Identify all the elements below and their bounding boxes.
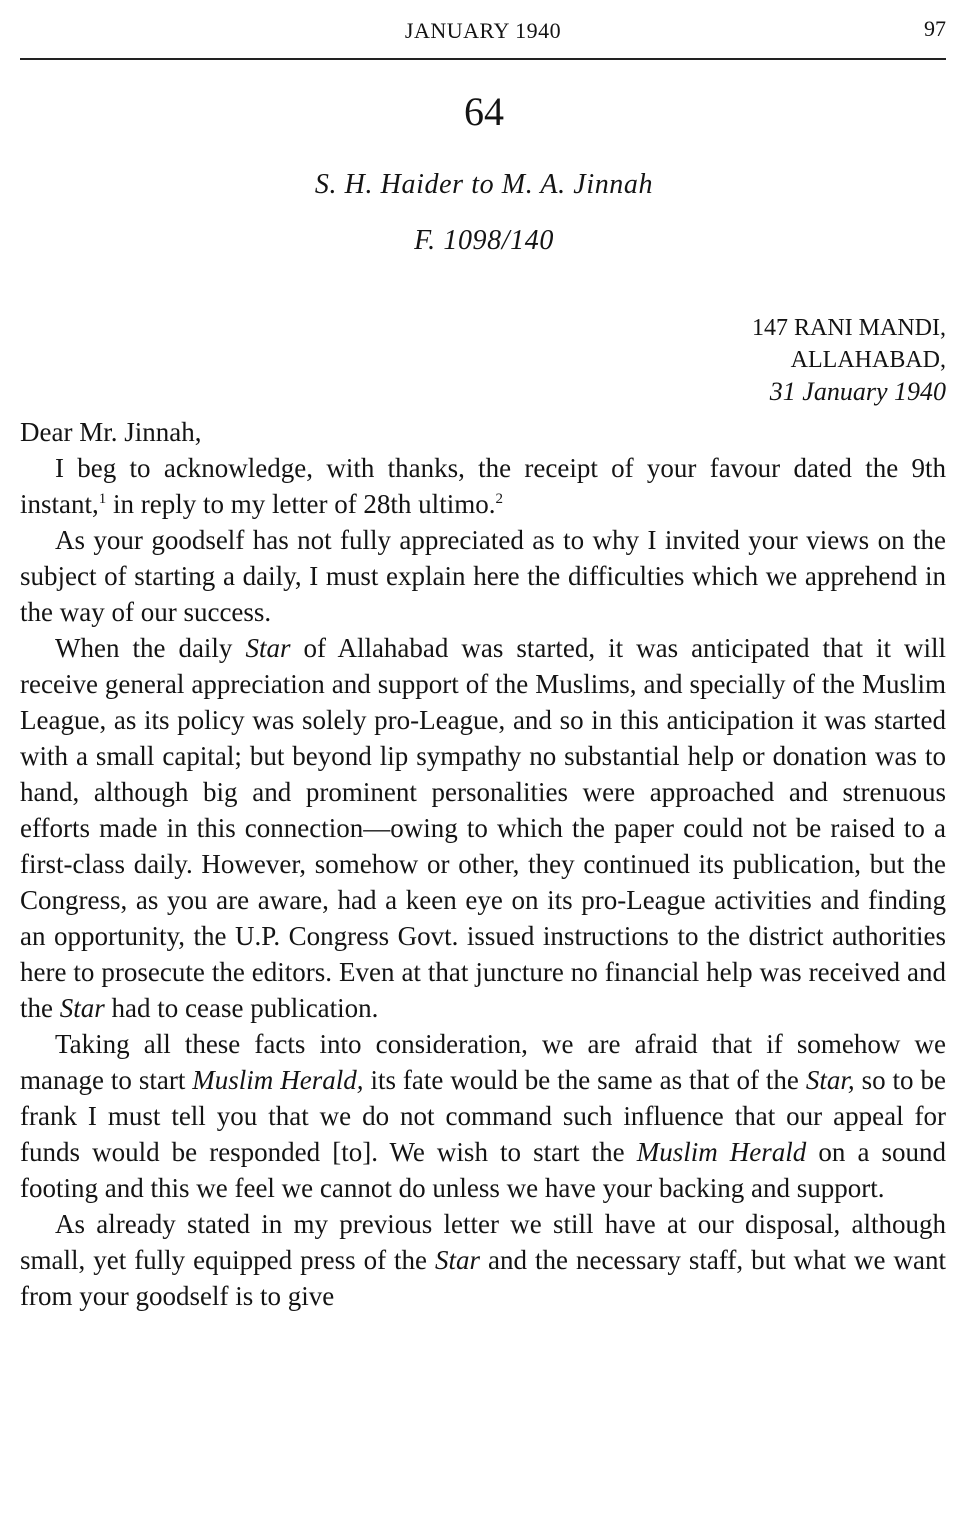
italic-run: Star (435, 1245, 481, 1275)
footnote-marker-2: 2 (495, 491, 503, 507)
text-run: its fate would be the same as that of the (363, 1065, 806, 1095)
italic-run: Star, (805, 1065, 855, 1095)
text-run: I beg to acknowledge, with thanks, the receipt of your favour dated the 9th instant, (20, 453, 946, 519)
text-run: had to cease publication. (104, 993, 379, 1023)
paragraph-3 (20, 630, 946, 1026)
paragraph-2: As your goodself has not fully appreciated as to why I invited your views on the subject of starting a daily, I must explain here the difficulties which we apprehend in the way of our success. (20, 525, 946, 627)
sender-address (752, 312, 946, 408)
salutation: Dear Mr. Jinnah, (20, 417, 202, 447)
header-rule (20, 58, 946, 60)
text-run: When the daily (55, 633, 246, 663)
running-title: JANUARY 1940 (404, 18, 562, 43)
italic-run: Star (59, 993, 105, 1023)
italic-run: Muslim Herald (636, 1137, 807, 1167)
text-run: and the necessary staff, but what we want from your goodself is to give (20, 1245, 946, 1311)
text-run: on a sound footing and this we feel we cannot do unless we have your backing and support. (20, 1137, 947, 1203)
letter-date: 31 January 1940 (769, 377, 946, 406)
document-reference: F. 1098/140 (414, 225, 554, 256)
running-head (20, 16, 946, 50)
letter-body (20, 414, 946, 1314)
page-number: 97 (924, 16, 946, 41)
address-line-1: 147 RANI MANDI, (752, 315, 946, 341)
document-title: S. H. Haider to M. A. Jinnah (314, 169, 654, 200)
paragraph-1 (20, 450, 946, 522)
text-run: in reply to my letter of 28th ultimo. (106, 489, 496, 519)
text-run: As already stated in my previous letter we still have at our disposal, although small, yet fully equipped press of the (20, 1209, 946, 1275)
text-run: so to be frank I must tell you that we do not command such influence that our appeal for funds would be responded [to]. We wish to start the (20, 1065, 946, 1167)
footnote-marker-1: 1 (98, 491, 107, 507)
document-number: 64 (464, 89, 504, 134)
italic-run: Star (245, 633, 291, 663)
address-line-2: ALLAHABAD, (790, 347, 946, 373)
italic-run: Muslim Herald, (192, 1065, 364, 1095)
text-run: of Allahabad was started, it was anticipated that it will receive general appreciation and support of the Muslims, and specially of the Muslim League, as its policy was solely pro-League, and so in this anticipation it was started with a small capital; but beyond lip sympathy no substantial help or donation was to hand, although big and prominent personalities were approached and strenuous efforts made in this connection—owing to which the paper could not be raised to a first-class daily. However, somehow or other, they continued its publication, but the Congress, as you are aware, had a keen eye on its pro-League activities and finding an opportunity, the U.P. Congress Govt. issued instructions to the district authorities here to prosecute the editors. Even at that juncture no financial help was received and the (20, 633, 946, 1023)
paragraph-4 (20, 1026, 946, 1206)
text-run: Taking all these facts into consideration, we are afraid that if somehow we manage to start (20, 1029, 946, 1095)
paragraph-5 (20, 1206, 946, 1314)
